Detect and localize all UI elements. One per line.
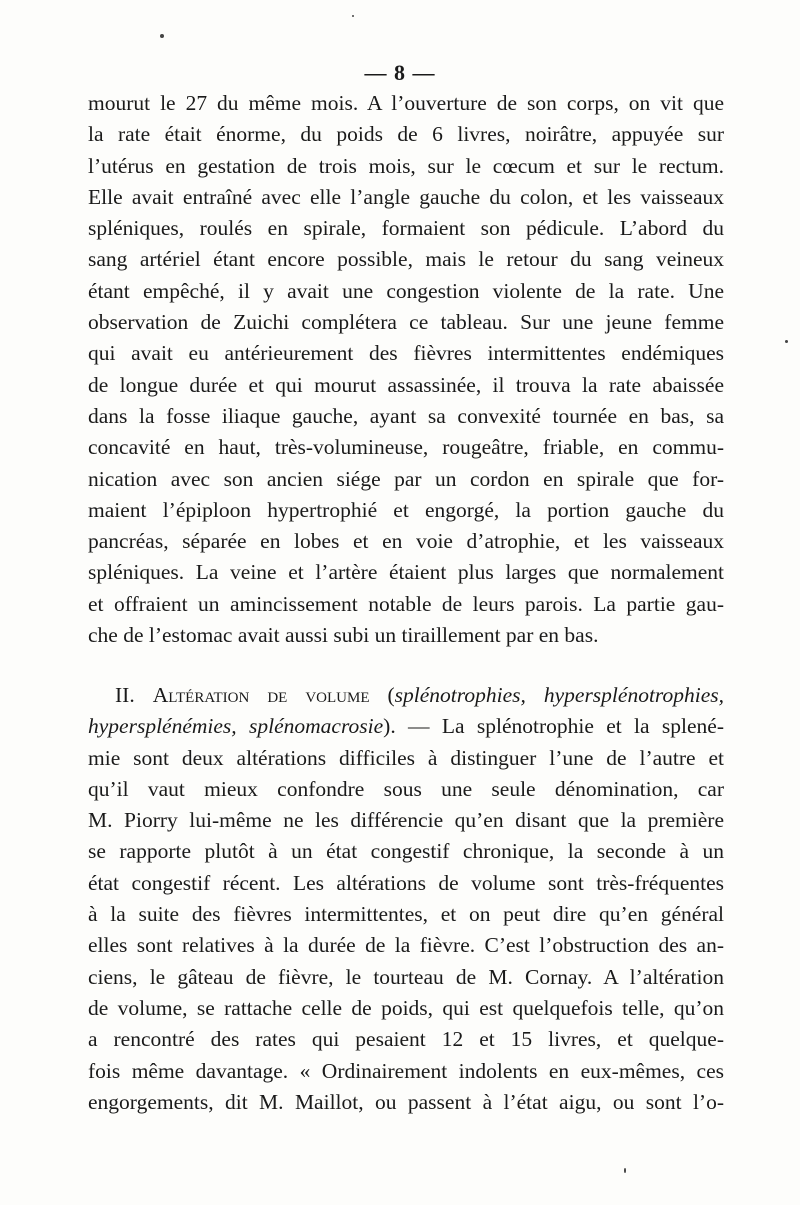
- text-line: à la suite des fièvres intermittentes, et on peut dire qu’en général: [88, 902, 724, 927]
- text-line: mourut le 27 du même mois. A l’ouverture de son corps, on vit que: [88, 91, 724, 115]
- text-line: che de l’estomac avait aussi subi un tiraillement par en bas.: [88, 623, 599, 648]
- scan-speck: [352, 15, 354, 17]
- text-line: sang artériel étant encore possible, mais le retour du sang veineux: [88, 247, 724, 272]
- text-line: concavité en haut, très-volumineuse, rougeâtre, friable, en commu-: [88, 435, 724, 460]
- scan-speck: [624, 1168, 626, 1173]
- text-line: observation de Zuichi complétera ce tableau. Sur une jeune femme: [88, 310, 724, 335]
- text-line: [88, 711, 724, 742]
- text-line: elles sont relatives à la durée de la fièvre. C’est l’obstruction des an-: [88, 933, 724, 958]
- section-number: II.: [115, 683, 153, 707]
- text-line: fois même davantage. « Ordinairement indolents en eux-mêmes, ces: [88, 1058, 724, 1083]
- text-line: spléniques. La veine et l’artère étaient plus larges que normalement: [88, 560, 724, 585]
- text-line: se rapporte plutôt à un état congestif chronique, la seconde à un: [88, 839, 724, 864]
- text-line: qui avait eu antérieurement des fièvres intermittentes endémiques: [88, 341, 724, 366]
- heading-terms-cont: hypersplénémies, splénomacrosie: [88, 714, 384, 739]
- scan-speck: [785, 340, 788, 343]
- text-line: de longue durée et qui mourut assassinée, il trouva la rate abaissée: [88, 372, 724, 397]
- heading-terms: splénotrophies, hypersplénotrophies,: [394, 683, 724, 707]
- text-line: et offraient un amincissement notable de leurs parois. La partie gau-: [88, 591, 724, 616]
- text-line: nication avec son ancien siége par un cordon en spirale que for-: [88, 466, 724, 491]
- text-line: M. Piorry lui-même ne les différencie qu’en disant que la première: [88, 808, 724, 833]
- paragraph-2: [88, 680, 724, 1118]
- text-line: a rencontré des rates qui pesaient 12 et 15 livres, et quelque-: [88, 1027, 724, 1052]
- scan-speck: [160, 34, 164, 38]
- text-line: Elle avait entraîné avec elle l’angle gauche du colon, et les vaisseaux: [88, 184, 724, 209]
- text-line: l’utérus en gestation de trois mois, sur le cœcum et sur le rectum.: [88, 153, 724, 178]
- text-line: état congestif récent. Les altérations de volume sont très-fréquentes: [88, 870, 724, 895]
- section-heading-line: [88, 680, 724, 711]
- page-number: — 8 —: [364, 60, 436, 85]
- text-line: étant empêché, il y avait une congestion violente de la rate. Une: [88, 278, 724, 303]
- text-line: engorgements, dit M. Maillot, ou passent à l’état aigu, ou sont l’o-: [88, 1089, 724, 1114]
- text-line: mie sont deux altérations difficiles à distinguer l’une de l’autre et: [88, 745, 724, 770]
- text-line: qu’il vaut mieux confondre sous une seule dénomination, car: [88, 776, 724, 801]
- text-line: la rate était énorme, du poids de 6 livres, noirâtre, appuyée sur: [88, 122, 724, 147]
- text-line: pancréas, séparée en lobes et en voie d’atrophie, et les vaisseaux: [88, 529, 724, 554]
- heading-paren: (: [369, 683, 395, 707]
- text-line: maient l’épiploon hypertrophié et engorgé, la portion gauche du: [88, 497, 724, 522]
- heading-rest: ). — La splénotrophie et la splené-: [383, 714, 724, 739]
- text-line: ciens, le gâteau de fièvre, le tourteau de M. Cornay. A l’altération: [88, 964, 724, 989]
- text-line: dans la fosse iliaque gauche, ayant sa convexité tournée en bas, sa: [88, 403, 724, 428]
- text-line: spléniques, roulés en spirale, formaient son pédicule. L’abord du: [88, 216, 724, 241]
- section-title: Altération de volume: [152, 683, 370, 707]
- text-line: de volume, se rattache celle de poids, qui est quelquefois telle, qu’on: [88, 995, 724, 1020]
- paragraph-1: [88, 88, 724, 651]
